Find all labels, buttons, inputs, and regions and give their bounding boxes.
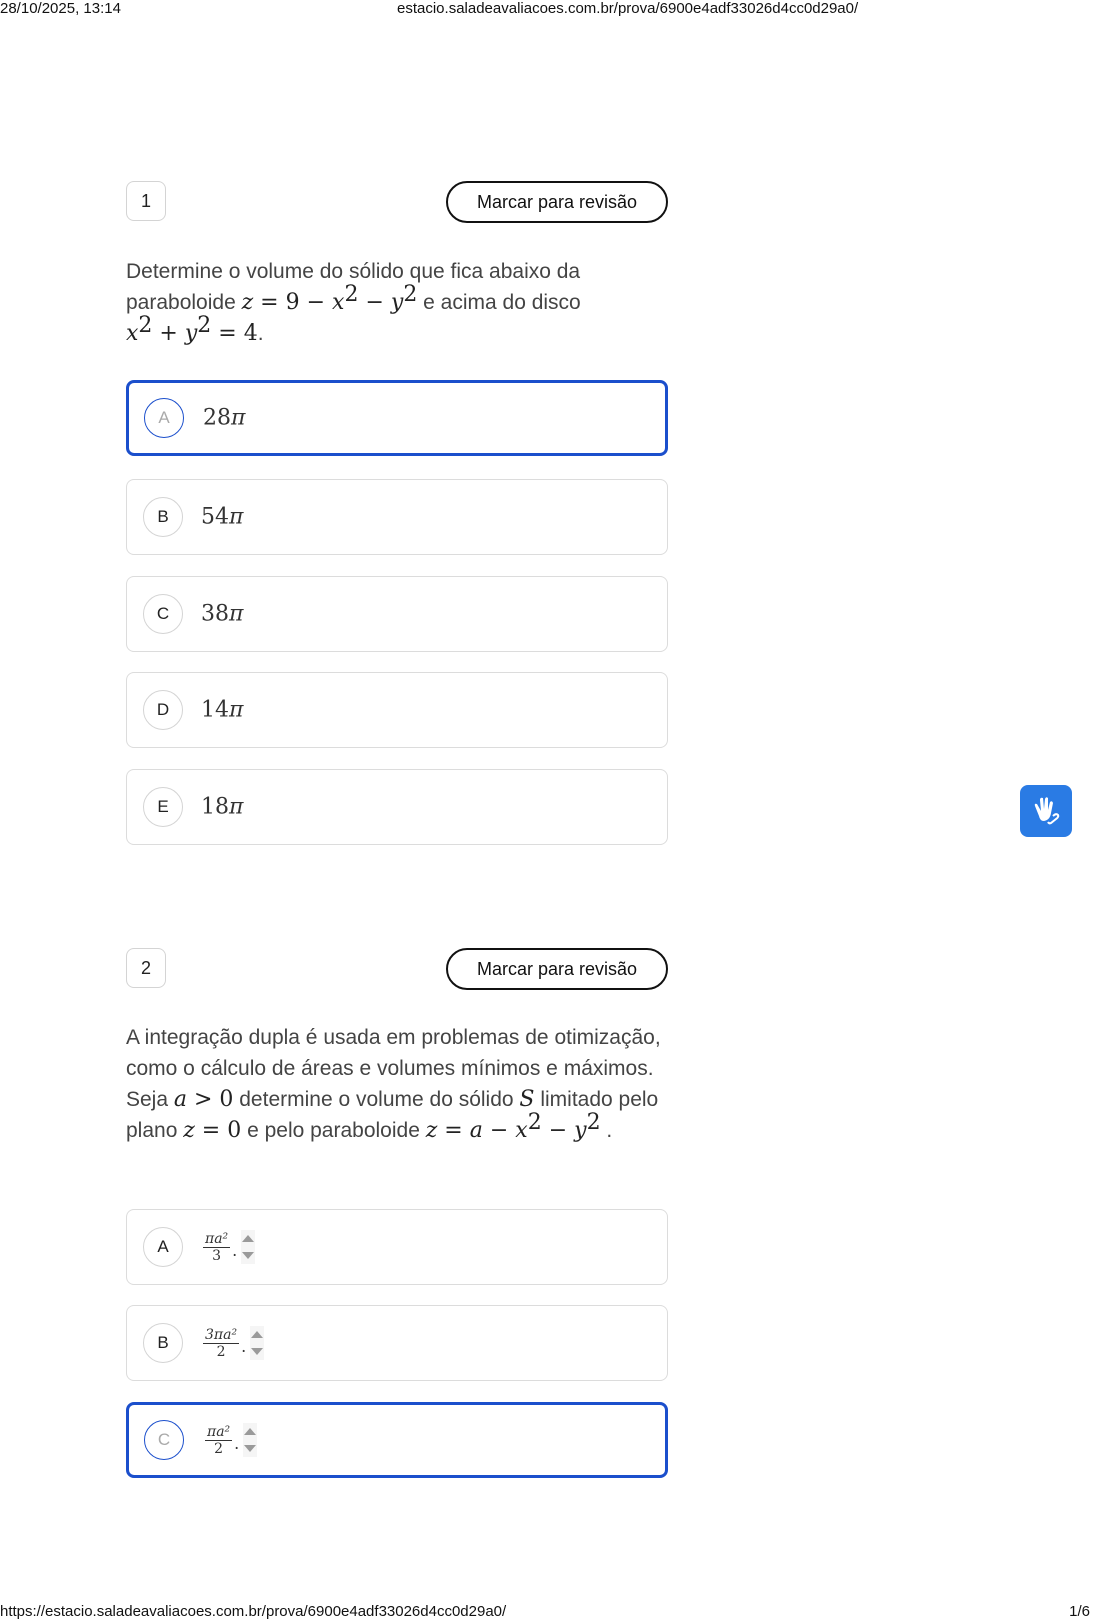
option-letter: B xyxy=(143,1323,183,1363)
stepper[interactable] xyxy=(243,1423,257,1457)
print-header xyxy=(0,0,1094,20)
print-url: estacio.saladeavaliacoes.com.br/prova/6900e4adf33026d4cc0d29a0/ xyxy=(397,0,859,17)
arrow-up-icon xyxy=(242,1235,254,1242)
mark-for-review-button[interactable]: Marcar para revisão xyxy=(446,181,668,223)
print-footer xyxy=(0,1603,1094,1623)
option-letter: C xyxy=(143,594,183,634)
sign-language-icon xyxy=(1029,794,1063,828)
question-text: Determine o volume do sólido que fica abaixo da paraboloide $z = 9 - x^2 - y^2$ e acima do disco $x^2 + y^2 = 4$. xyxy=(126,260,581,346)
print-datetime: 28/10/2025, 13:14 xyxy=(0,0,121,17)
arrow-down-icon xyxy=(242,1252,254,1259)
option-value: 14π xyxy=(201,697,244,723)
option-c[interactable] xyxy=(126,576,668,652)
option-e[interactable] xyxy=(126,769,668,845)
option-letter: C xyxy=(144,1420,184,1460)
option-a[interactable] xyxy=(126,380,668,456)
option-c[interactable] xyxy=(126,1402,668,1478)
option-d[interactable] xyxy=(126,672,668,748)
sign-language-button[interactable] xyxy=(1020,785,1072,837)
print-page-number: 1/6 xyxy=(1069,1603,1090,1620)
option-value: 18π xyxy=(201,794,244,820)
arrow-down-icon xyxy=(251,1348,263,1355)
option-value: 54π xyxy=(201,504,244,530)
option-letter: A xyxy=(143,1227,183,1267)
question-text: A integração dupla é usada em problemas de otimização, como o cálculo de áreas e volumes mínimos e máximos. Seja a > 0 determine o volume do sólido S limitado pelo plano z = 0 e pelo paraboloide $z = a - x^2 - y^2$ . xyxy=(126,1026,661,1143)
option-value: 28π xyxy=(203,405,246,431)
option-b[interactable] xyxy=(126,1305,668,1381)
option-letter: D xyxy=(143,690,183,730)
option-letter: A xyxy=(144,398,184,438)
mark-for-review-button[interactable]: Marcar para revisão xyxy=(446,948,668,990)
arrow-up-icon xyxy=(251,1331,263,1338)
option-value: $\frac{\text{πa²}}{3}$ . xyxy=(203,1230,255,1264)
stepper[interactable] xyxy=(241,1230,255,1264)
option-value: 38π xyxy=(201,601,244,627)
option-letter: B xyxy=(143,497,183,537)
stepper[interactable] xyxy=(250,1326,264,1360)
question-number: 2 xyxy=(126,948,166,988)
option-a[interactable] xyxy=(126,1209,668,1285)
print-footer-url: https://estacio.saladeavaliacoes.com.br/prova/6900e4adf33026d4cc0d29a0/ xyxy=(0,1603,507,1620)
option-letter: E xyxy=(143,787,183,827)
arrow-up-icon xyxy=(244,1428,256,1435)
arrow-down-icon xyxy=(244,1445,256,1452)
option-b[interactable] xyxy=(126,479,668,555)
question-number: 1 xyxy=(126,181,166,221)
option-value: $\frac{\text{3πa²}}{2}$ . xyxy=(203,1326,264,1360)
option-value: $\frac{\text{πa²}}{2}$ . xyxy=(205,1423,257,1457)
